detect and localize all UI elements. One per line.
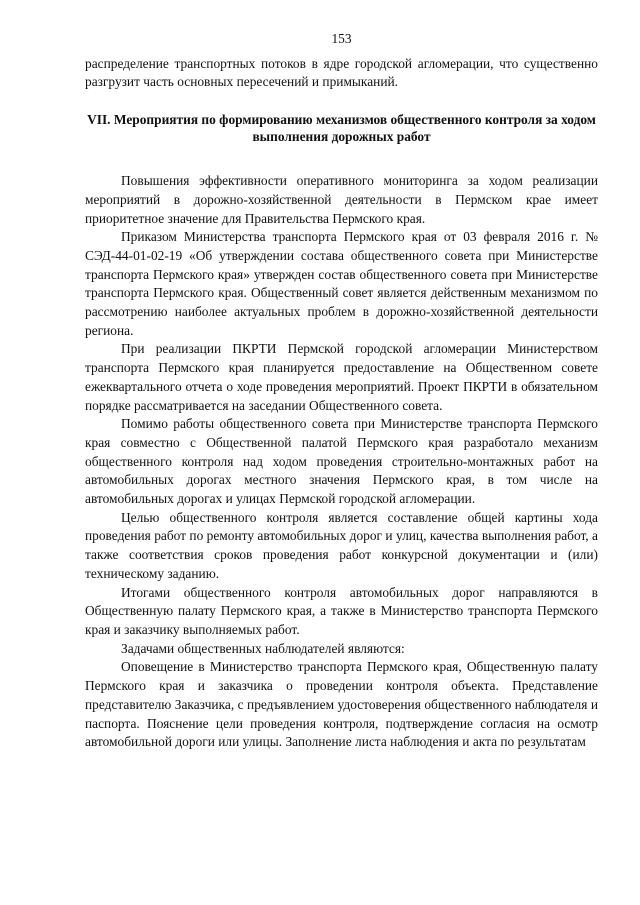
paragraph-control-results: Итогами общественного контроля автомобильных дорог направляются в Общественную палату Пермского края, а также в Министерство транспорта Пермского края и заказчику выполняемых работ. bbox=[85, 584, 598, 637]
page-number: 153 bbox=[331, 31, 352, 46]
paragraph-tasks: Оповещение в Министерство транспорта Пермского края, Общественную палату Пермского края и заказчика о проведении контроля объекта. Представление представителю Заказчика, с предъявлением удостоверения общественного наблюдателя и паспорта. Пояснение цели проведения контроля, подтверждение согласия на осмотр автомобильной дороги или улицы. Заполнение листа наблюдения и акта по результатам bbox=[85, 659, 598, 750]
document-page bbox=[85, 30, 598, 752]
paragraph-tasks-intro: Задачами общественных наблюдателей являются: bbox=[121, 640, 405, 656]
paragraph-monitoring: Повышения эффективности оперативного мониторинга за ходом реализации мероприятий в дорожно-хозяйственной деятельности в Пермском крае имеет приоритетное значение для Правительства Пермского края. bbox=[85, 173, 598, 226]
section-heading: VII. Мероприятия по формированию механизмов общественного контроля за ходом выполнения дорожных работ bbox=[87, 112, 596, 144]
paragraph-control-goal: Целью общественного контроля является составление общей картины хода проведения работ по ремонту автомобильных дорог и улиц, качества выполнения работ, а также соответствия сроков проведения работ конкурсной документации и (или) техническому заданию. bbox=[85, 509, 598, 581]
paragraph-control-mechanism: Помимо работы общественного совета при Министерстве транспорта Пермского края совместно с Общественной палатой Пермского края разработало механизм общественного контроля над ходом проведения строительно-монтажных работ на автомобильных дорогах местного значения Пермского края, в том числе на автомобильных дорогах и улицах Пермской городской агломерации. bbox=[85, 416, 598, 507]
paragraph-pkrti: При реализации ПКРТИ Пермской городской агломерации Министерством транспорта Пермского края планируется предоставление на Общественном совете ежеквартального отчета о ходе проведения мероприятий. Проект ПКРТИ в обязательном порядке рассматривается на заседании Общественного совета. bbox=[85, 341, 598, 413]
intro-paragraph: распределение транспортных потоков в ядре городской агломерации, что существенно разгрузит часть основных пересечений и примыканий. bbox=[85, 55, 598, 90]
paragraph-order: Приказом Министерства транспорта Пермского края от 03 февраля 2016 г. № СЭД-44-01-02-19 «Об утверждении состава общественного совета при Министерстве транспорта Пермского края» утвержден состав общественного совета при Министерстве транспорта Пермского края. Общественный совет является действенным механизмом по рассмотрению наиболее актуальных проблем в дорожно-хозяйственной деятельности региона. bbox=[85, 229, 598, 338]
